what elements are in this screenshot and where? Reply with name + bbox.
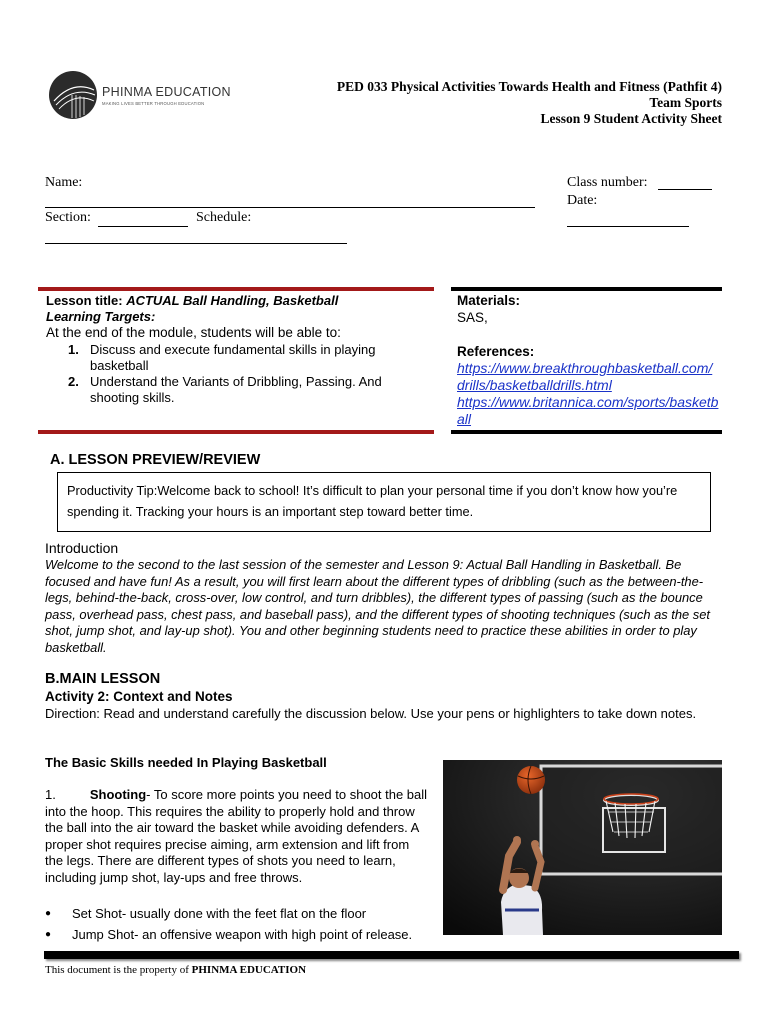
section-field[interactable]	[98, 226, 188, 227]
skills-heading: The Basic Skills needed In Playing Basketball	[45, 755, 327, 770]
logo-tagline: MAKING LIVES BETTER THROUGH EDUCATION	[102, 101, 205, 106]
lesson-title-line	[46, 293, 431, 309]
materials-box-top-bar	[451, 287, 722, 291]
target-item: 1. Discuss and execute fundamental skills in playing basketball	[68, 342, 376, 373]
footer-owner: PHINMA EDUCATION	[191, 964, 307, 976]
introduction-heading: Introduction	[45, 540, 119, 556]
introduction-text: Welcome to the second to the last session of the semester and Lesson 9: Actual Ball Handling in Basketball. Be focused and have fun! As a result, you will first learn about the different types of dribbling (such as the between-the-legs, behind-the-back, cross-over, low control, and turn dribbles), the different types of passing (such as the bounce pass, overhead pass, chest pass, and baseball pass), and the different types of shooting techniques (such as the set shot, jump shot, and lay-up shot). You and other beginning students need to practice these abilities in order to play basketball.	[45, 557, 710, 655]
phinma-globe-icon	[48, 70, 98, 120]
sheet-title: Lesson 9 Student Activity Sheet	[540, 111, 722, 126]
bullet-jump-shot: ● Jump Shot- an offensive weapon with high point of release.	[45, 925, 445, 946]
section-label: Section:	[45, 210, 91, 225]
shooting-item-text: - To score more points you need to shoot the ball into the hoop. This requires the ability to properly hold and throw the ball into the air toward the basket while avoiding defenders. A proper shot requires precise aiming, arm extension and lift from the legs. There are different types of shots you need to learn, including jump shot, lay-ups and free throws.	[45, 787, 428, 885]
lesson-box-bottom-bar	[38, 430, 434, 434]
basketball-shot-photo	[443, 760, 722, 935]
targets-intro: At the end of the module, students will be able to:	[46, 325, 341, 340]
schedule-field[interactable]	[45, 243, 347, 244]
materials-box	[457, 292, 719, 428]
section-a-heading: A. LESSON PREVIEW/REVIEW	[50, 452, 261, 468]
shooting-item-title: Shooting	[89, 787, 147, 802]
lesson-title-label: Lesson title:	[46, 293, 127, 308]
course-title: PED 033 Physical Activities Towards Health and Fitness (Pathfit 4)	[336, 79, 722, 94]
learning-targets-label: Learning Targets:	[46, 309, 156, 324]
reference-link-2[interactable]: https://www.britannica.com/sports/basketball	[457, 394, 719, 427]
references-label: References:	[457, 344, 535, 359]
topic-title: Team Sports	[649, 95, 722, 110]
footer-prefix: This document is the property of	[45, 964, 192, 976]
productivity-tip-text: Productivity Tip:Welcome back to school! It’s difficult to plan your personal time if you don’t know how you’re spending it. Tracking your hours is an important step toward better time.	[67, 483, 678, 519]
direction-text: Direction: Read and understand carefully the discussion below. Use your pens or highlighters to take down notes.	[45, 706, 697, 721]
lesson-title-value: ACTUAL Ball Handling, Basketball	[126, 293, 339, 308]
class-number-field[interactable]	[658, 189, 712, 190]
materials-box-bottom-bar	[451, 430, 722, 434]
materials-value: SAS,	[457, 310, 488, 325]
date-label: Date:	[567, 193, 598, 208]
target-item: 2. Understand the Variants of Dribbling, Passing. And shooting skills.	[68, 374, 382, 405]
date-field[interactable]	[567, 226, 689, 227]
footer-text	[45, 964, 306, 976]
phinma-logo	[48, 70, 231, 124]
shooting-item	[45, 787, 430, 887]
lesson-box-top-bar	[38, 287, 434, 291]
name-label: Name:	[45, 175, 83, 190]
footer-bar	[44, 951, 739, 959]
class-number-label: Class number:	[567, 175, 648, 190]
schedule-label: Schedule:	[196, 210, 252, 225]
productivity-tip-box	[57, 472, 711, 532]
shot-types-list	[45, 904, 445, 945]
basketball-photo-illustration	[443, 760, 722, 935]
section-b-heading: B.MAIN LESSON	[45, 671, 161, 687]
lesson-box	[46, 293, 431, 406]
name-field[interactable]	[45, 207, 535, 208]
activity-title: Activity 2: Context and Notes	[45, 689, 233, 704]
shooting-item-number: 1.	[45, 787, 56, 802]
materials-label: Materials:	[457, 293, 521, 308]
logo-name: PHINMA EDUCATION	[102, 85, 231, 99]
reference-link-1[interactable]: https://www.breakthroughbasketball.com/drills/basketballdrills.html	[457, 360, 713, 393]
bullet-set-shot: ● Set Shot- usually done with the feet flat on the floor	[45, 904, 445, 925]
